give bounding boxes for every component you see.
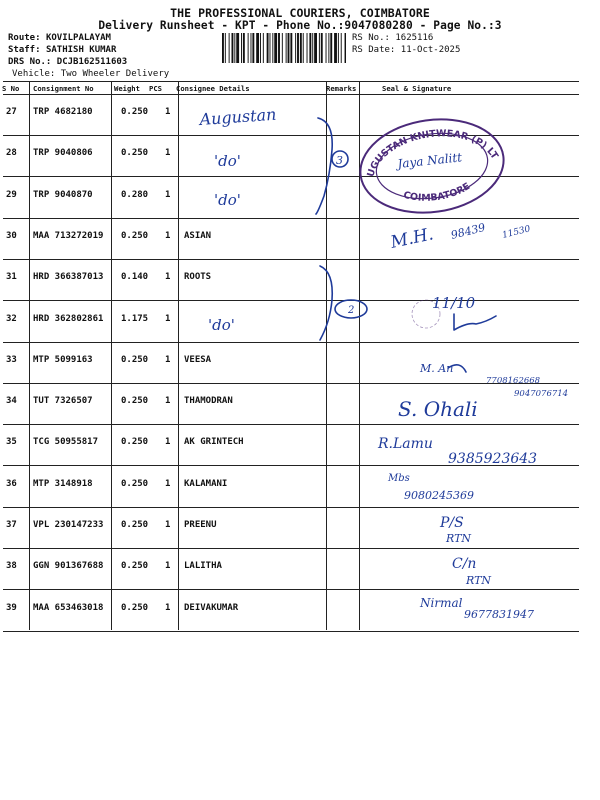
cell-weight: 0.250 <box>121 107 149 117</box>
hw-bracket1-mark: 3 <box>336 154 343 167</box>
staff-line <box>8 45 116 55</box>
hw-row36-seal: Mbs <box>388 473 410 484</box>
cell-sno: 30 <box>6 230 17 241</box>
hw-row36-phone: 9080245369 <box>404 489 474 502</box>
rs-no-line <box>352 33 433 43</box>
cell-consignment-no: GGN 901367688 <box>33 561 104 572</box>
rs-no-value: 1625116 <box>395 33 434 43</box>
cell-sno: 37 <box>6 520 17 530</box>
cell-consignment-no: VPL 230147233 <box>33 520 104 530</box>
cell-consignment-no: HRD 366387013 <box>33 272 104 283</box>
cell-consignment-no: TRP 9040806 <box>33 148 93 159</box>
hw-row33-seal: M. An <box>420 362 454 375</box>
cell-consignment-no: MAA 653463018 <box>33 602 104 613</box>
hw-row34-phone-a: 7708162668 <box>486 376 541 386</box>
cell-pcs: 1 <box>165 478 171 489</box>
cell-weight: 0.250 <box>121 520 149 530</box>
cell-sno: 34 <box>6 396 17 407</box>
hw-row37-seal: P/S <box>440 515 464 531</box>
hw-row37-rtn: RTN <box>446 532 472 545</box>
cell-weight: 0.280 <box>121 189 149 200</box>
hw-row32-consignee: 'do' <box>208 316 235 334</box>
cell-pcs: 1 <box>165 437 171 448</box>
cell-consignee: PREENU <box>184 520 217 530</box>
cell-consignment-no: TRP 4682180 <box>33 107 93 117</box>
rs-date-line <box>352 45 460 55</box>
runsheet-subtitle: Delivery Runsheet - KPT - Phone No.:9047080280 - Page No.:3 <box>98 19 502 32</box>
hw-row39-phone: 9677831947 <box>464 608 534 621</box>
cell-sno: 36 <box>6 478 17 489</box>
cell-weight: 0.250 <box>121 478 149 489</box>
table-row <box>0 178 600 219</box>
cell-consignee: ROOTS <box>184 272 212 283</box>
rs-no-label: RS No.: <box>352 33 390 43</box>
table-row <box>0 260 600 301</box>
route-line <box>8 33 111 43</box>
cell-pcs: 1 <box>165 602 171 613</box>
hw-row38-rtn: RTN <box>466 574 492 587</box>
cell-sno: 38 <box>6 561 17 572</box>
cell-consignment-no: TUT 7326507 <box>33 396 93 407</box>
barcode <box>222 33 346 63</box>
hw-row30-phone-b: 11530 <box>501 224 532 241</box>
cell-pcs: 1 <box>165 520 171 530</box>
hw-row29-consignee: 'do' <box>214 191 241 209</box>
cell-consignee: ASIAN <box>184 230 212 241</box>
staff-value: SATHISH KUMAR <box>45 45 117 55</box>
table-row <box>0 425 600 466</box>
company-title: THE PROFESSIONAL COURIERS, COIMBATORE <box>170 6 430 20</box>
vehicle-line <box>12 69 169 79</box>
drs-value: DCJB162511603 <box>56 57 128 67</box>
cell-sno: 29 <box>6 189 17 200</box>
col-header-consignment: Consignment No <box>33 84 94 93</box>
cell-pcs: 1 <box>165 230 171 241</box>
hw-row39-seal: Nirmal <box>420 596 463 610</box>
drs-label: DRS No.: <box>8 57 52 67</box>
cell-pcs: 1 <box>165 189 171 200</box>
col-header-seal: Seal & Signature <box>382 84 452 93</box>
cell-sno: 31 <box>6 272 17 283</box>
cell-sno: 35 <box>6 437 17 448</box>
table-row <box>0 508 600 549</box>
hw-row27-consignee: Augustan <box>198 104 277 129</box>
cell-weight: 0.250 <box>121 354 149 365</box>
rs-date-value: 11-Oct-2025 <box>400 45 461 55</box>
hw-row34-seal: S. Ohali <box>398 397 478 421</box>
cell-weight: 0.250 <box>121 437 149 448</box>
hw-row38-seal: C/n <box>452 556 477 572</box>
cell-consignment-no: MTP 5099163 <box>33 354 93 365</box>
stamp-top-text: AUGUSTAN KNITWEAR (P) LTD <box>365 128 501 179</box>
hw-row35-phone: 9385923643 <box>448 451 538 467</box>
cell-pcs: 1 <box>165 107 171 117</box>
cell-weight: 0.250 <box>121 561 149 572</box>
cell-consignment-no: MAA 713272019 <box>33 230 104 241</box>
vehicle-value: Two Wheeler Delivery <box>60 69 170 79</box>
table-row <box>0 549 600 590</box>
cell-sno: 32 <box>6 313 17 324</box>
cell-consignment-no: TRP 9040870 <box>33 189 93 200</box>
cell-consignment-no: TCG 50955817 <box>33 437 99 448</box>
cell-consignment-no: HRD 362802861 <box>33 313 104 324</box>
cell-pcs: 1 <box>165 354 171 365</box>
cell-consignee: KALAMANI <box>184 478 228 489</box>
cell-pcs: 1 <box>165 313 171 324</box>
cell-weight: 0.250 <box>121 230 149 241</box>
cell-sno: 33 <box>6 354 17 365</box>
hw-row34-phone-b: 9047076714 <box>514 389 569 399</box>
cell-sno: 28 <box>6 148 17 159</box>
cell-pcs: 1 <box>165 148 171 159</box>
hw-signature-on-stamp: Jaya Nalitt <box>396 150 463 171</box>
hw-row35-seal: R.Lamu <box>378 436 433 452</box>
hw-row30-seal: M.H. <box>388 224 436 253</box>
cell-pcs: 1 <box>165 561 171 572</box>
cell-consignee: AK GRINTECH <box>184 437 244 448</box>
cell-consignee: DEIVAKUMAR <box>184 602 239 613</box>
vehicle-label: Vehicle: <box>12 69 56 79</box>
route-label: Route: <box>8 33 41 43</box>
table-row <box>0 95 600 136</box>
cell-sno: 39 <box>6 602 17 613</box>
hw-bracket2-mark: 2 <box>348 305 355 316</box>
hw-row28-consignee: 'do' <box>214 152 241 170</box>
staff-label: Staff: <box>8 45 41 55</box>
stamp-bottom-text: COIMBATORE <box>402 180 473 204</box>
table-row <box>0 467 600 508</box>
cell-weight: 1.175 <box>121 313 149 324</box>
cell-weight: 0.140 <box>121 272 149 283</box>
cell-weight: 0.250 <box>121 602 149 613</box>
rs-date-label: RS Date: <box>352 45 396 55</box>
cell-consignee: LALITHA <box>184 561 222 572</box>
col-header-consignee: Consignee Details <box>176 84 250 93</box>
cell-consignee: THAMODRAN <box>184 396 233 407</box>
row-rule <box>3 631 579 632</box>
table-row <box>0 591 600 632</box>
table-row <box>0 384 600 425</box>
col-header-weight: Weight <box>114 84 140 93</box>
cell-pcs: 1 <box>165 396 171 407</box>
cell-weight: 0.250 <box>121 396 149 407</box>
drs-line <box>8 57 127 67</box>
table-row <box>0 302 600 343</box>
table-top-rule <box>3 81 579 82</box>
hw-row32-seal: 11/10 <box>432 294 476 312</box>
col-header-pcs: PCS <box>149 84 162 93</box>
cell-pcs: 1 <box>165 272 171 283</box>
hw-row30-phone: 98439 <box>449 220 487 242</box>
col-header-sno: S No <box>2 84 20 93</box>
cell-sno: 27 <box>6 107 17 117</box>
cell-consignment-no: MTP 3148918 <box>33 478 93 489</box>
cell-weight: 0.250 <box>121 148 149 159</box>
table-row <box>0 219 600 260</box>
table-row <box>0 343 600 384</box>
cell-consignee: VEESA <box>184 354 212 365</box>
table-row <box>0 136 600 177</box>
col-header-remarks: Remarks <box>326 84 357 93</box>
route-value: KOVILPALAYAM <box>45 33 111 43</box>
